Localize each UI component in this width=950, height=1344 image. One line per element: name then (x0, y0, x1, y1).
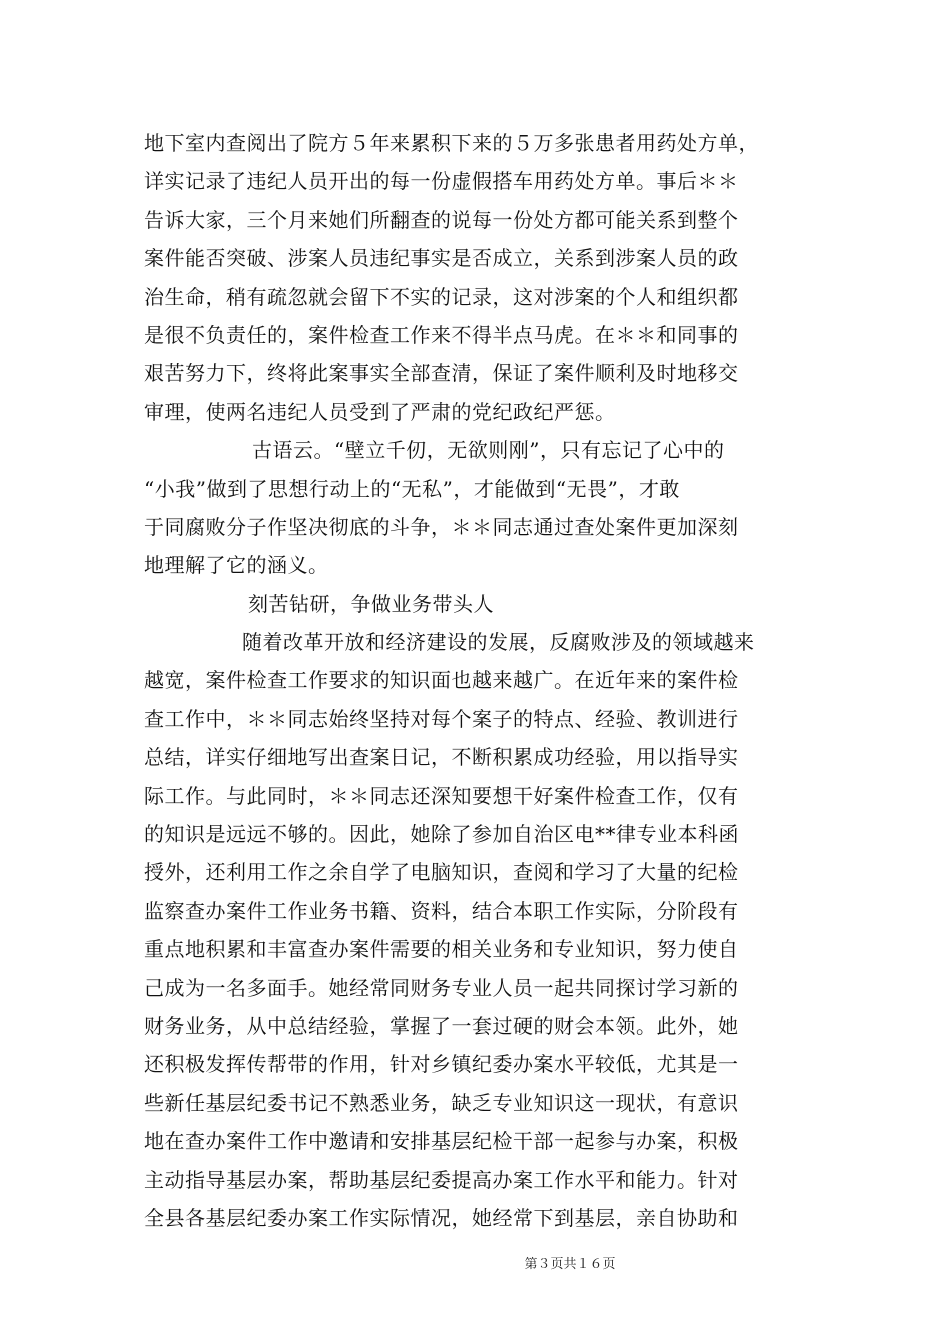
text-line: 治生命，稍有疏忽就会留下不实的记录，这对涉案的个人和组织都 (144, 284, 739, 309)
text-line: 查工作中，＊＊同志始终坚持对每个案子的特点、经验、教训进行 (144, 706, 739, 731)
text-line: 授外，还利用工作之余自学了电脑知识，查阅和学习了大量的纪检 (144, 860, 739, 885)
text-line: 地在查办案件工作中邀请和安排基层纪检干部一起参与办案，积极 (144, 1129, 739, 1154)
text-line: 地下室内查阅出了院方５年来累积下来的５万多张患者用药处方单， (144, 131, 759, 155)
text-line: 是很不负责任的，案件检查工作来不得半点马虎。在＊＊和同事的 (144, 322, 739, 347)
text-line: 己成为一名多面手。她经常同财务专业人员一起共同探讨学习新的 (144, 975, 739, 1000)
page-number: 第３页共１６页 (524, 1257, 616, 1272)
section-heading: 刻苦钻研，争做业务带头人 (248, 591, 494, 616)
text-line: 案件能否突破、涉案人员违纪事实是否成立，关系到涉案人员的政 (144, 246, 739, 271)
text-line: 主动指导基层办案，帮助基层纪委提高办案工作水平和能力。针对 (144, 1167, 739, 1192)
document-body (144, 124, 808, 1237)
text-line: 总结，详实仔细地写出查案日记，不断积累成功经验，用以指导实 (144, 745, 739, 770)
text-line: 越宽，案件检查工作要求的知识面也越来越广。在近年来的案件检 (144, 668, 739, 693)
text-line: 财务业务，从中总结经验，掌握了一套过硬的财会本领。此外，她 (144, 1013, 739, 1038)
text-line: 于同腐败分子作坚决彻底的斗争，＊＊同志通过查处案件更加深刻 (144, 514, 739, 539)
paragraph-start-line: 随着改革开放和经济建设的发展，反腐败涉及的领域越来 (242, 630, 755, 655)
text-line: 际工作。与此同时，＊＊同志还深知要想干好案件检查工作，仅有 (144, 783, 739, 808)
text-line: 还积极发挥传帮带的作用，针对乡镇纪委办案水平较低，尤其是一 (144, 1052, 739, 1077)
text-line: 地理解了它的涵义。 (144, 553, 329, 578)
text-line: “小我”做到了思想行动上的“无私”，才能做到“无畏”，才敢 (144, 476, 680, 501)
text-line: 重点地积累和丰富查办案件需要的相关业务和专业知识，努力使自 (144, 937, 739, 962)
text-line: 详实记录了违纪人员开出的每一份虚假搭车用药处方单。事后＊＊ (144, 169, 739, 194)
text-line: 审理，使两名违纪人员受到了严肃的党纪政纪严惩。 (144, 399, 616, 424)
text-line: 的知识是远远不够的。因此，她除了参加自治区电**律专业本科函 (144, 822, 739, 847)
text-line: 监察查办案件工作业务书籍、资料，结合本职工作实际，分阶段有 (144, 898, 739, 923)
paragraph-start-line: 古语云。“壁立千仞，无欲则刚”，只有忘记了心中的 (252, 438, 725, 463)
text-line: 艰苦努力下，终将此案事实全部查清，保证了案件顺利及时地移交 (144, 361, 739, 386)
page-footer (0, 1256, 950, 1274)
text-line: 全县各基层纪委办案工作实际情况，她经常下到基层，亲自协助和 (144, 1205, 739, 1230)
text-line: 告诉大家，三个月来她们所翻查的说每一份处方都可能关系到整个 (144, 207, 739, 232)
text-line: 些新任基层纪委书记不熟悉业务，缺乏专业知识这一现状，有意识 (144, 1090, 739, 1115)
